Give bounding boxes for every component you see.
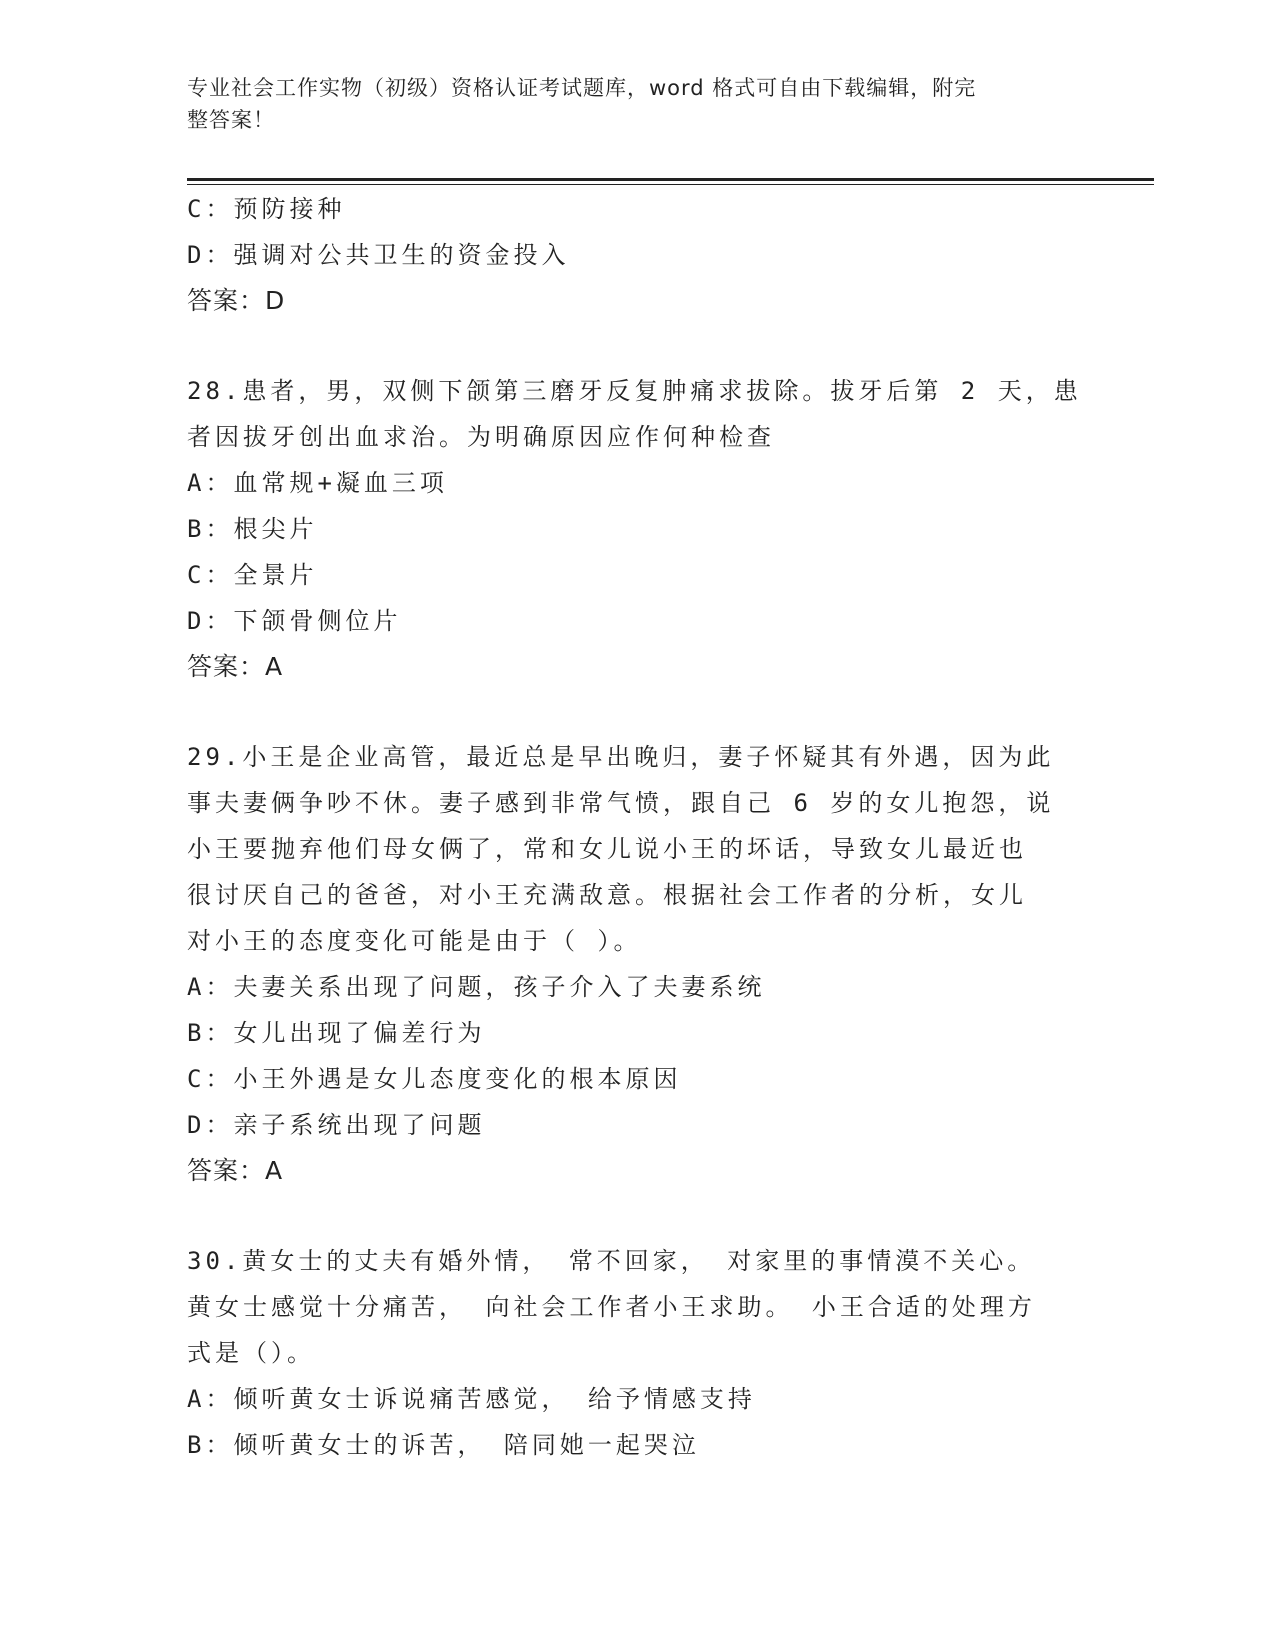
stem-line: 式是（）。 <box>187 1339 315 1367</box>
answer-line: 答案：D <box>187 286 286 315</box>
option-c: C：小王外遇是女儿态度变化的根本原因 <box>187 1065 682 1093</box>
answer-line: 答案：A <box>187 1156 284 1185</box>
option-c: C：全景片 <box>187 561 318 589</box>
question-29 <box>187 734 1087 1194</box>
question-content <box>187 186 1087 1468</box>
question-27-tail <box>187 186 1087 324</box>
option-b: B：女儿出现了偏差行为 <box>187 1019 486 1047</box>
stem-line: 者因拔牙创出血求治。为明确原因应作何种检查 <box>187 423 775 451</box>
question-stem <box>187 368 1082 460</box>
question-28 <box>187 368 1087 690</box>
option-d: D：强调对公共卫生的资金投入 <box>187 241 570 269</box>
stem-line: 对小王的态度变化可能是由于（ ）。 <box>187 927 642 955</box>
header-line-1: 专业社会工作实物（初级）资格认证考试题库，word 格式可自由下载编辑，附完 <box>187 76 977 100</box>
question-stem <box>187 734 1067 964</box>
stem-line: 小王要抛弃他们母女俩了，常和女儿说小王的坏话，导致女儿最近也 <box>187 835 1027 863</box>
option-d: D：亲子系统出现了问题 <box>187 1111 486 1139</box>
option-d: D：下颌骨侧位片 <box>187 607 402 635</box>
option-a: A：夫妻关系出现了问题，孩子介入了夫妻系统 <box>187 973 766 1001</box>
stem-line: 29.小王是企业高管，最近总是早出晚归，妻子怀疑其有外遇，因为此 <box>187 743 1055 771</box>
question-stem <box>187 1238 1067 1376</box>
header-divider-thin <box>187 184 1154 185</box>
option-a: A：血常规+凝血三项 <box>187 469 448 497</box>
stem-line: 28.患者，男，双侧下颌第三磨牙反复肿痛求拔除。拔牙后第 2 天，患 <box>187 377 1082 405</box>
stem-line: 黄女士感觉十分痛苦， 向社会工作者小王求助。 小王合适的处理方 <box>187 1293 1036 1321</box>
stem-line: 很讨厌自己的爸爸，对小王充满敌意。根据社会工作者的分析，女儿 <box>187 881 1027 909</box>
answer-line: 答案：A <box>187 652 284 681</box>
page-header <box>187 72 1067 136</box>
option-b: B：根尖片 <box>187 515 318 543</box>
stem-line: 30.黄女士的丈夫有婚外情， 常不回家， 对家里的事情漠不关心。 <box>187 1247 1036 1275</box>
header-line-2: 整答案！ <box>187 108 275 132</box>
option-b: B：倾听黄女士的诉苦， 陪同她一起哭泣 <box>187 1431 700 1459</box>
stem-line: 事夫妻俩争吵不休。妻子感到非常气愤，跟自己 6 岁的女儿抱怨，说 <box>187 789 1055 817</box>
question-30 <box>187 1238 1087 1468</box>
option-a: A：倾听黄女士诉说痛苦感觉， 给予情感支持 <box>187 1385 756 1413</box>
option-c: C：预防接种 <box>187 195 346 223</box>
header-divider-thick <box>187 178 1154 181</box>
